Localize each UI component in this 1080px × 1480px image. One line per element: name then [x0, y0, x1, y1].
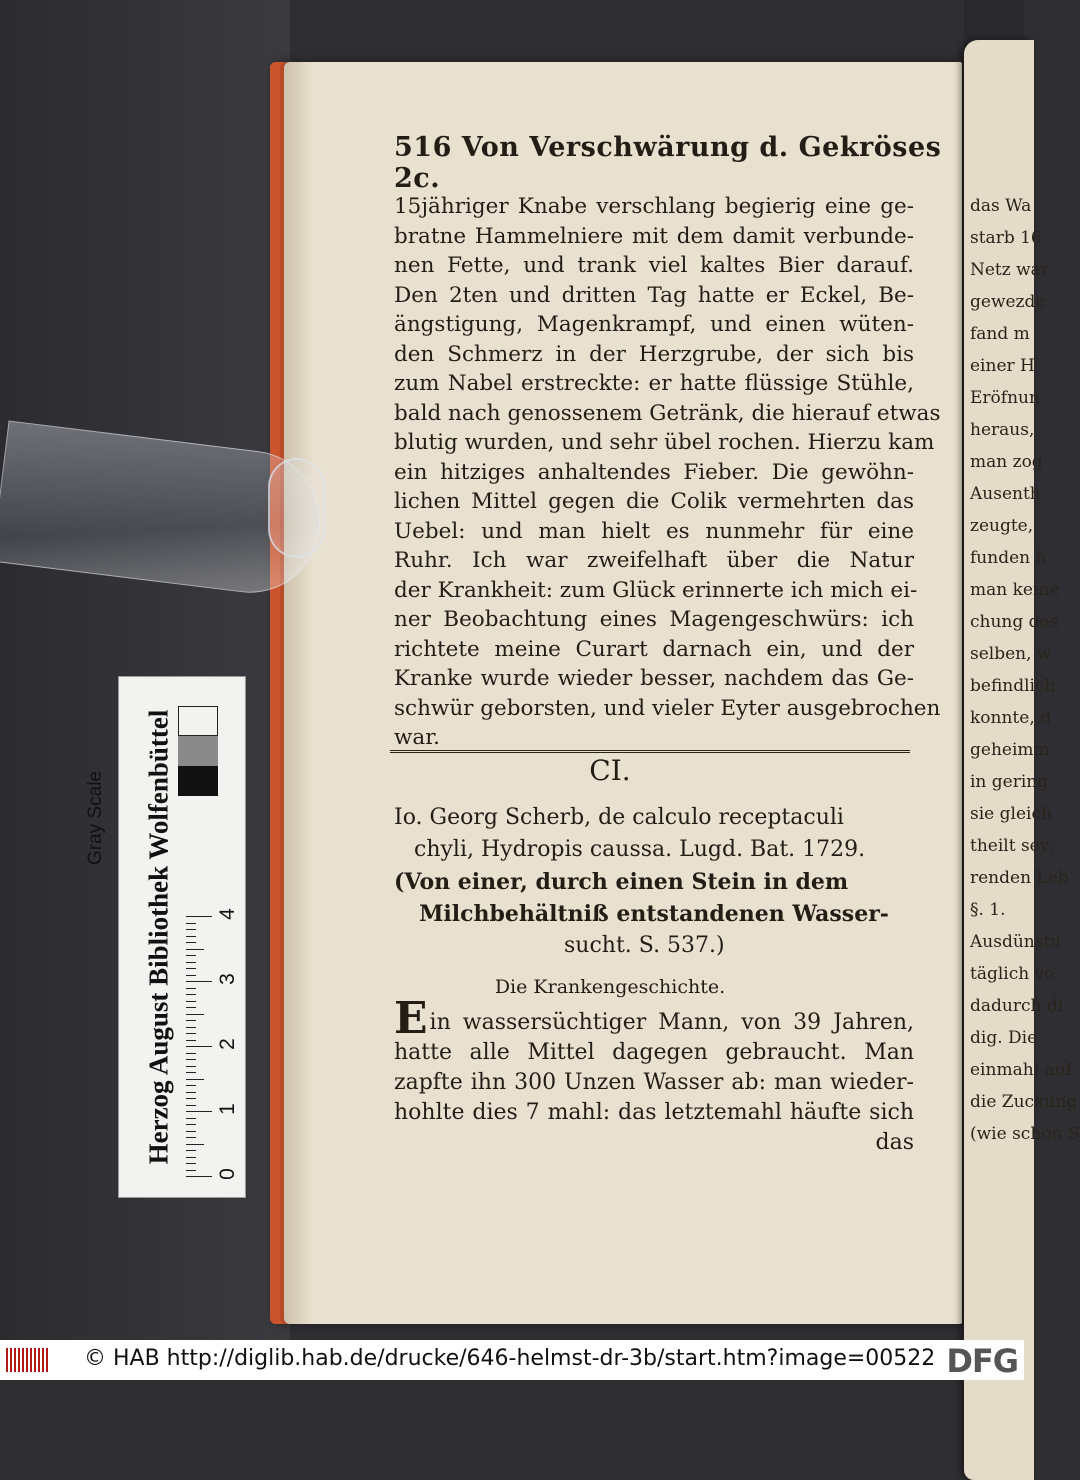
copyright-link[interactable]: © HAB http://diglib.hab.de/drucke/646-helmst-dr-3b/start.htm?image=00522	[84, 1346, 936, 1371]
library-name: Herzog August Bibliothek Wolfenbüttel	[143, 709, 174, 1165]
ruler-tick	[186, 1111, 212, 1112]
next-page-fragment: die Zuckung	[970, 1092, 1078, 1112]
next-page-fragment: Ausenth	[970, 484, 1041, 504]
ruler-tick	[186, 962, 196, 963]
ruler-tick	[186, 949, 204, 950]
next-page-fragment: (wie schon S	[970, 1124, 1080, 1144]
text-line	[394, 993, 914, 1044]
text-line: Ruhr. Ich war zweifelhaft über die Natur	[394, 548, 914, 573]
ruler-number: 4	[215, 908, 239, 920]
ruler-tick	[186, 1144, 204, 1145]
barcode-icon	[6, 1348, 48, 1372]
next-page-fragment: in gering	[970, 772, 1049, 792]
next-page-fragment: konnte, d	[970, 708, 1052, 728]
next-page-fragment: Eröfnun	[970, 388, 1040, 408]
next-page-fragment: dadurch di	[970, 996, 1064, 1016]
ruler-number: 2	[215, 1038, 239, 1050]
ruler-number: 3	[215, 973, 239, 985]
next-page-fragment: geheimm	[970, 740, 1050, 760]
ruler-tick	[186, 1170, 196, 1171]
text-line: bratne Hammelniere mit dem damit verbunde-	[394, 223, 914, 249]
ruler-tick	[186, 1040, 196, 1041]
next-page-fragment: sie gleich	[970, 804, 1052, 824]
ruler-tick	[186, 1092, 196, 1093]
next-page-fragment: das Wa	[970, 196, 1032, 216]
ruler-tick	[186, 1046, 212, 1047]
ruler-tick	[186, 1163, 196, 1164]
ruler-tick	[186, 1033, 196, 1034]
ruler-tick	[186, 1157, 196, 1158]
citation-line: Io. Georg Scherb, de calculo receptaculi	[394, 805, 844, 830]
page-gutter-shade	[284, 62, 314, 1324]
ruler-tick	[186, 1085, 196, 1086]
citation-line: (Von einer, durch einen Stein in dem	[394, 869, 849, 895]
next-page-fragment: einmahl auf	[970, 1060, 1072, 1080]
subheading: Die Krankengeschichte.	[494, 976, 726, 998]
text-line: hohlte dies 7 mahl: das letztemahl häufte sich	[394, 1100, 914, 1125]
swatch-white	[178, 706, 218, 736]
swatch-gray	[178, 736, 218, 766]
ruler-tick	[186, 1059, 196, 1060]
next-page-fragment: §. 1.	[970, 900, 1006, 920]
text-line: ner Beobachtung eines Magengeschwürs: ich	[394, 607, 914, 632]
text-line: der Krankheit: zum Glück erinnerte ich mich ei-	[394, 577, 918, 603]
next-page-fragment: man keine	[970, 580, 1060, 600]
dfg-logo: DFG	[946, 1342, 1018, 1380]
citation	[394, 802, 914, 962]
ruler-tick	[186, 1001, 196, 1002]
text-line: bald nach genossenem Getränk, die hierauf etwas	[394, 400, 941, 426]
footer-bar	[0, 1340, 1024, 1380]
page-clip-tip	[268, 458, 326, 558]
ruler-tick	[186, 1014, 204, 1015]
next-page-fragment: fand m	[970, 324, 1030, 344]
next-page-fragment: einer H	[970, 356, 1035, 376]
ruler-tick	[186, 1007, 196, 1008]
ruler-tick	[186, 1079, 204, 1080]
text-line: 15jähriger Knabe verschlang begierig eine ge-	[394, 194, 914, 219]
ruler-tick	[186, 1098, 196, 1099]
ruler-tick	[186, 1066, 196, 1067]
citation-line: chyli, Hydropis caussa. Lugd. Bat. 1729.	[414, 837, 866, 862]
ruler-tick	[186, 936, 196, 937]
next-page-edge	[964, 40, 1080, 1480]
next-page-fragment: zeugte,	[970, 516, 1034, 536]
running-header: 516 Von Verschwärung d. Gekröses 2c.	[394, 132, 942, 194]
text-line: hatte alle Mittel dagegen gebraucht. Man	[394, 1040, 914, 1065]
next-page-fragment: Ausdünstu	[970, 932, 1062, 952]
next-page-fragment: selben, w	[970, 644, 1052, 664]
next-page-fragment: täglich vo	[970, 964, 1055, 984]
catchword: das	[875, 1130, 914, 1155]
next-page-fragment: renden Leb	[970, 868, 1069, 888]
ruler-tick	[186, 1124, 196, 1125]
ruler-tick	[186, 1150, 196, 1151]
ruler-tick	[186, 1131, 196, 1132]
ruler-tick	[186, 994, 196, 995]
text-line: blutig wurden, und sehr übel rochen. Hierzu kam	[394, 430, 935, 455]
next-page-fragment: funden h	[970, 548, 1047, 568]
next-page-fragment: heraus,	[970, 420, 1035, 440]
next-page-fragment: chung des	[970, 612, 1059, 632]
ruler-tick	[186, 1118, 196, 1119]
text-line: richtete meine Curart darnach ein, und der	[394, 636, 914, 662]
citation-line: sucht. S. 537.)	[564, 933, 725, 958]
text-line: Uebel: und man hielt es nunmehr für eine	[394, 518, 914, 544]
text-line-content: in wassersüchtiger Mann, von 39 Jahren,	[429, 1010, 914, 1035]
next-page-fragment: man zog	[970, 452, 1043, 472]
book-page	[270, 62, 962, 1324]
swatch-black	[178, 766, 218, 796]
ruler-tick	[186, 1027, 196, 1028]
text-line: Den 2ten und dritten Tag hatte er Eckel, Be-	[394, 282, 914, 308]
text-line: zapfte ihn 300 Unzen Wasser ab: man wieder-	[394, 1070, 914, 1095]
text-line: schwür geborsten, und vieler Eyter ausgebrochen	[394, 695, 941, 721]
next-page-fragment: dig. Die	[970, 1028, 1038, 1048]
ruler-tick	[186, 1053, 196, 1054]
citation-line: Milchbehältniß entstandenen Wasser-	[419, 901, 889, 927]
next-page-fragment: starb 16	[970, 228, 1042, 248]
ruler-tick	[186, 1072, 196, 1073]
text-line: war.	[394, 725, 440, 750]
next-page-fragment: Netz war	[970, 260, 1049, 280]
ruler-tick	[186, 981, 212, 982]
case-text	[394, 993, 914, 1158]
ruler-number: 1	[215, 1103, 239, 1115]
text-line: zum Nabel erstreckte: er hatte flüssige Stühle,	[394, 371, 914, 396]
ruler-tick	[186, 1137, 196, 1138]
text-line: den Schmerz in der Herzgrube, der sich bis	[394, 341, 914, 367]
ruler-tick	[186, 942, 196, 943]
text-line: ein hitziges anhaltendes Fieber. Die gewöhn-	[394, 459, 914, 485]
section-number: CI.	[589, 754, 631, 787]
text-line: Kranke wurde wieder besser, nachdem das Ge-	[394, 666, 914, 691]
ruler-number: 0	[215, 1168, 239, 1180]
next-page-fragment: gewezde	[970, 292, 1046, 312]
ruler-tick	[186, 923, 196, 924]
ruler-tick	[186, 968, 196, 969]
ruler-tick	[186, 988, 196, 989]
ruler-tick	[186, 1105, 196, 1106]
next-page-fragment: befindlich	[970, 676, 1056, 696]
ruler-tick	[186, 929, 196, 930]
text-line: lichen Mittel gegen die Colik vermehrten das	[394, 489, 914, 514]
ruler-tick	[186, 955, 196, 956]
ruler-tick	[186, 1176, 212, 1177]
ruler-tick	[186, 975, 196, 976]
drop-cap: E	[394, 993, 428, 1044]
text-line: nen Fette, und trank viel kaltes Bier darauf.	[394, 253, 914, 278]
text-line: ängstigung, Magenkrampf, und einen wüten-	[394, 312, 914, 337]
ruler-tick	[186, 916, 212, 917]
body-text	[394, 192, 941, 753]
ruler-tick	[186, 1020, 196, 1021]
ruler	[186, 900, 238, 1182]
next-page-fragment: theilt sey;	[970, 836, 1056, 856]
gray-scale-label: Gray Scale	[85, 771, 106, 865]
